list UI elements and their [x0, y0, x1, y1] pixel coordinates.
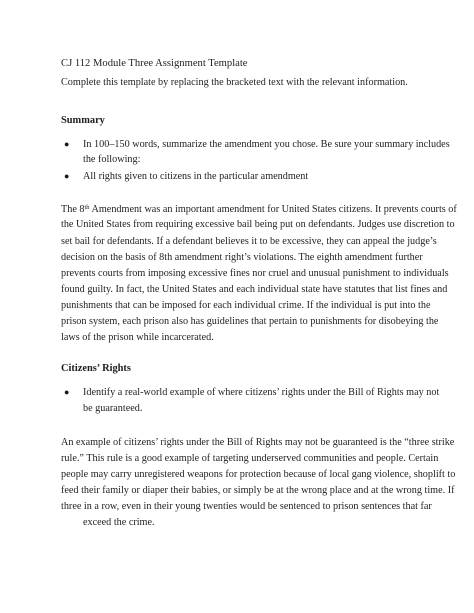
citizens-rights-heading: Citizens’ Rights	[61, 363, 131, 374]
citizens-rights-paragraph-line-5: three in a row, even in their young twenties would be sentenced to prison sentences that far	[61, 501, 432, 512]
summary-bullet-2: All rights given to citizens in the particular amendment	[83, 171, 309, 182]
summary-paragraph-line-3: set bail for defendants. If a defendant believes it to be excessive, they can appeal the judge’s	[61, 236, 437, 247]
citizens-rights-paragraph-line-6: exceed the crime.	[83, 517, 155, 528]
citizens-rights-paragraph-line-3: people may carry unregistered weapons for protection because of local gang violence, shoplift to	[61, 469, 456, 480]
summary-heading: Summary	[61, 115, 105, 126]
summary-paragraph-line-7: punishments that can be imposed for each individual crime. If the individual is put into the	[61, 300, 431, 311]
bullet-icon: ●	[64, 139, 70, 149]
summary-bullet-1-line-1: In 100–150 words, summarize the amendment you chose. Be sure your summary includes	[83, 139, 450, 150]
template-instructions: Complete this template by replacing the bracketed text with the relevant information.	[61, 77, 408, 88]
summary-bullet-1-line-2: the following:	[83, 154, 141, 165]
summary-paragraph-line-2: the United States from requiring excessive bail being put on defendants. Judges use discretion to	[61, 219, 455, 230]
citizens-rights-bullet-line-2: be guaranteed.	[83, 403, 143, 414]
summary-paragraph-line-6: found guilty. In fact, the United States and each individual state have statutes that list fines and	[61, 284, 448, 295]
summary-paragraph-line-1: The 8th Amendment was an important amendment for United States citizens. It prevents courts of	[61, 204, 457, 215]
citizens-rights-paragraph-line-1: An example of citizens’ rights under the Bill of Rights may not be guaranteed is the “three strike	[61, 437, 455, 448]
citizens-rights-bullet-line-1: Identify a real-world example of where citizens’ rights under the Bill of Rights may not	[83, 387, 440, 398]
summary-paragraph-line-9: laws of the prison while incarcerated.	[61, 332, 214, 343]
citizens-rights-paragraph-line-4: feed their family or diaper their babies, or simply be at the wrong place and at the wrong time. If	[61, 485, 455, 496]
bullet-icon: ●	[64, 387, 70, 397]
document-title: CJ 112 Module Three Assignment Template	[61, 58, 248, 69]
citizens-rights-paragraph-line-2: rule.” This rule is a good example of targeting underserved communities and people. Certain	[61, 453, 439, 464]
summary-paragraph-line-8: prison system, each prison also has guidelines that pertain to punishments for disobeying the	[61, 316, 439, 327]
summary-paragraph-line-4: decision on the basis of 8th amendment right’s violations. The eighth amendment further	[61, 252, 423, 263]
bullet-icon: ●	[64, 171, 70, 181]
summary-paragraph-line-5: prevents courts from imposing excessive fines nor cruel and unusual punishment to individuals	[61, 268, 449, 279]
